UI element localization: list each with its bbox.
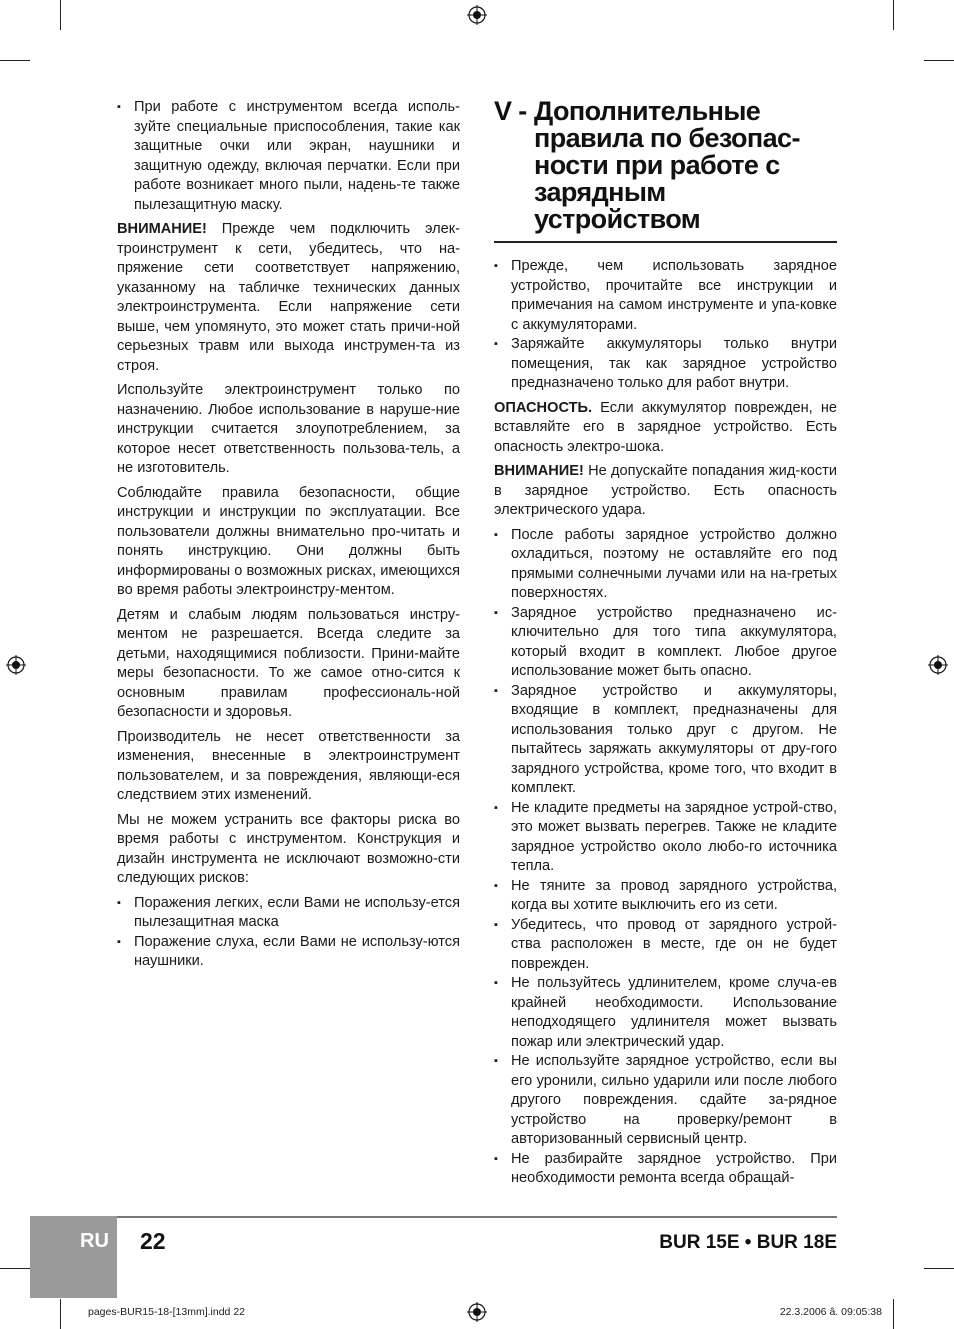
left-column bbox=[117, 98, 460, 977]
bullet-icon: ▪ bbox=[117, 896, 121, 909]
list-item: ▪ Убедитесь, что провод от зарядного устрой-ства расположен в месте, где он не будет поврежден. bbox=[494, 916, 837, 972]
paragraph: Используйте электроинструмент только по назначению. Любое использование в наруше-ние инструкции считается злоупотреблением, за которое несет ответственность пользова-тель, а не изготовитель. bbox=[117, 382, 460, 476]
right-bullets-1 bbox=[494, 257, 837, 394]
list-item: ▪ Не разбирайте зарядное устройство. При необходимости ремонта всегда обращай- bbox=[494, 1150, 837, 1186]
section-title: V - Дополнительные правила по безопас- ности при работе с зарядным устройством bbox=[494, 96, 800, 234]
danger-paragraph: ОПАСНОСТЬ. Если аккумулятор поврежден, не вставляйте его в зарядное устройство. Есть опасность электро-шока. bbox=[494, 399, 837, 455]
bullet-icon: ▪ bbox=[494, 977, 498, 989]
list-item: ▪ Зарядное устройство и аккумуляторы, входящие в комплект, предназначены для использования только друг с другом. Не пытайтесь заряжать аккумуляторы от дру-гого зарядного устройства, кроме того, что входит в комплект. bbox=[494, 682, 837, 796]
paragraph: Детям и слабым людям пользоваться инстру-ментом не разрешается. Всегда следите за детьми, находящимися поблизости. Прини-майте меры безопасности. То же самое отно-сится к основным правилам профессиональ-ной безопасности и здоровья. bbox=[117, 606, 460, 720]
list-item: ▪ Поражения легких, если Вами не использу-ется пылезащитная маска bbox=[117, 894, 460, 930]
list-item: ▪ Поражение слуха, если Вами не использу-ются наушники. bbox=[117, 933, 460, 969]
warning-paragraph: ВНИМАНИЕ! Не допускайте попадания жид-кости в зарядное устройство. Есть опасность электрического удара. bbox=[494, 463, 837, 518]
right-column bbox=[494, 98, 837, 1194]
footer-divider bbox=[117, 1216, 837, 1218]
print-slug-date: 22.3.2006 â. 09:05:38 bbox=[779, 1306, 882, 1318]
bullet-icon: ▪ bbox=[494, 1055, 498, 1067]
list-item: ▪ Прежде, чем использовать зарядное устройство, прочитайте все инструкции и примечания на самом инструменте и упа-ковке с аккумуляторами. bbox=[494, 258, 837, 333]
crop-mark bbox=[893, 1299, 894, 1329]
language-tab: RU bbox=[30, 1216, 117, 1298]
left-bottom-bullets bbox=[117, 894, 460, 972]
bullet-icon: ▪ bbox=[494, 879, 498, 892]
crop-mark bbox=[60, 1299, 61, 1329]
model-name: BUR 15E • BUR 18E bbox=[659, 1232, 837, 1253]
list-item: ▪ Не кладите предметы на зарядное устрой-ство, это может вызвать перегрев. Также не кладите зарядное устройство около любо-го источника тепла. bbox=[494, 799, 837, 874]
registration-mark-icon bbox=[928, 655, 948, 675]
crop-mark bbox=[924, 60, 954, 61]
bullet-icon: ▪ bbox=[494, 1152, 498, 1165]
warning-label: ВНИМАНИЕ! bbox=[494, 463, 584, 479]
bullet-icon: ▪ bbox=[494, 260, 498, 272]
bullet-icon: ▪ bbox=[117, 101, 121, 113]
crop-mark bbox=[893, 0, 894, 30]
bullet-icon: ▪ bbox=[494, 528, 498, 541]
bullet-icon: ▪ bbox=[494, 338, 498, 350]
title-divider bbox=[494, 241, 837, 243]
registration-mark-icon bbox=[6, 655, 26, 675]
page-number: 22 bbox=[140, 1228, 166, 1254]
crop-mark bbox=[0, 60, 30, 61]
bullet-icon: ▪ bbox=[494, 801, 498, 814]
crop-mark bbox=[60, 0, 61, 30]
list-item: ▪ При работе с инструментом всегда исполь-зуйте специальные приспособления, такие как защитные очки или экран, наушники и защитную одежду, включая перчатки. Если при работе возникает много пыли, надень-те также пылезащитную маску. bbox=[117, 99, 460, 213]
list-item: ▪ Заряжайте аккумуляторы только внутри помещения, так как зарядное устройство предназначено только для работ внутри. bbox=[494, 336, 837, 391]
right-bullets-2 bbox=[494, 526, 837, 1189]
list-item: ▪ После работы зарядное устройство должно охладиться, поэтому не оставляйте его под прямыми солнечными лучами или на на-гретых поверхностях. bbox=[494, 526, 837, 601]
crop-mark bbox=[924, 1268, 954, 1269]
list-item: ▪ Не пользуйтесь удлинителем, кроме случа-ев крайней необходимости. Использование неподходящего удлинителя может вызвать пожар или электрический удар. bbox=[494, 975, 837, 1050]
list-item: ▪ Не тяните за провод зарядного устройства, когда вы хотите выключить его из сети. bbox=[494, 877, 837, 913]
danger-label: ОПАСНОСТЬ. bbox=[494, 399, 593, 416]
paragraph: Соблюдайте правила безопасности, общие инструкции и инструкции по эксплуатации. Все пользователи должны внимательно про-читать и понять инструкцию. Они должны быть информированы о возможных рисках, имеющихся во время работы электроинстру-ментом. bbox=[117, 484, 460, 598]
registration-mark-icon bbox=[467, 1302, 487, 1322]
print-slug-file: pages-BUR15-18-[13mm].indd 22 bbox=[88, 1306, 245, 1318]
bullet-icon: ▪ bbox=[494, 606, 498, 619]
bullet-icon: ▪ bbox=[494, 918, 498, 931]
crop-mark bbox=[0, 1268, 30, 1269]
warning-paragraph: ВНИМАНИЕ! Прежде чем подключить элек-троинструмент к сети, убедитесь, что на-пряжение сети соответствует напряжению, указанному на табличке технических данных электроинструмента. Если напряжение сети выше, чем упомянуто, это может стать причи-ной серьезных травм или выхода инструмен-та из строя. bbox=[117, 221, 460, 374]
bullet-icon: ▪ bbox=[117, 935, 121, 948]
paragraph: Производитель не несет ответственности за изменения, внесенные в электроинструмент пользователем, и за повреждения, являющи-еся следствием этих изменений. bbox=[117, 728, 460, 803]
section-number: V - bbox=[494, 96, 527, 126]
list-item: ▪ Не используйте зарядное устройство, если вы его уронили, сильно ударили или после любого другого повреждения. сдайте за-рядное устройство на проверку/ремонт в авторизованный сервисный центр. bbox=[494, 1053, 837, 1147]
list-item: ▪ Зарядное устройство предназначено ис-ключительно для того типа аккумулятора, который входит в комплект. Любое другое использование может быть опасно. bbox=[494, 604, 837, 679]
left-top-bullets bbox=[117, 98, 460, 215]
bullet-icon: ▪ bbox=[494, 684, 498, 697]
paragraph: Мы не можем устранить все факторы риска во время работы с инструментом. Конструкция и дизайн инструмента не исключают возможно-сти следующих рисков: bbox=[117, 811, 460, 886]
registration-mark-icon bbox=[467, 5, 487, 25]
warning-label: ВНИМАНИЕ! bbox=[117, 221, 207, 237]
